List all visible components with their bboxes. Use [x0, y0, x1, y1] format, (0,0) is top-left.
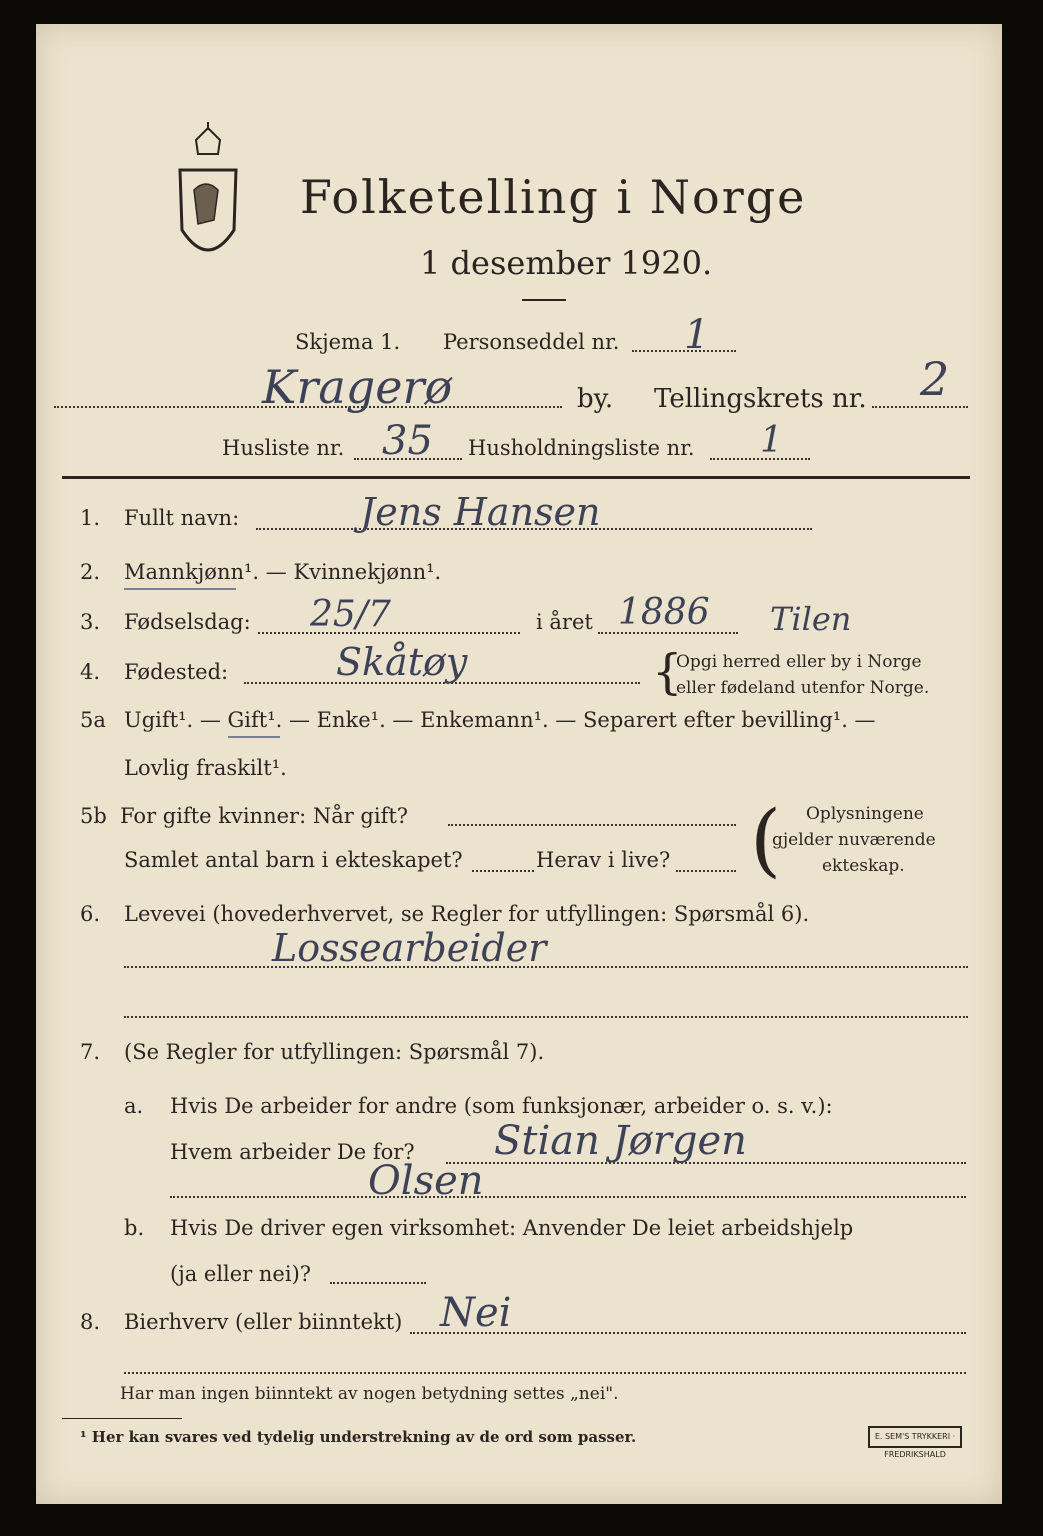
occupation-field-2[interactable]: [124, 1016, 968, 1018]
birthplace-brace: {: [652, 644, 683, 700]
q7a-letter: a.: [124, 1094, 144, 1118]
q5b-number: 5b: [80, 804, 107, 828]
year-label: i året: [536, 610, 593, 634]
q5a-number: 5a: [80, 708, 106, 732]
header-divider: [62, 476, 970, 479]
by-label: by.: [577, 384, 614, 414]
footnote: ¹ Her kan svares ved tydelig understrekning av de ord som passer.: [80, 1428, 637, 1446]
gender-options[interactable]: Mannkjønn¹. — Kvinnekjønn¹.: [124, 560, 442, 584]
birthplace-note-1: Opgi herred eller by i Norge: [676, 652, 922, 672]
birthday-value: 25/7: [310, 594, 391, 635]
side-income-note: Har man ingen biinntekt av nogen betydning settes „nei".: [120, 1384, 619, 1404]
children-total-label: Samlet antal barn i ekteskapet?: [124, 848, 463, 872]
hired-help-label: (ja eller nei)?: [170, 1262, 312, 1286]
q6-number: 6.: [80, 902, 101, 926]
employer-label: Hvem arbeider De for?: [170, 1140, 415, 1164]
marriage-note-1: Oplysningene: [806, 804, 924, 824]
employer-field-2[interactable]: [170, 1196, 966, 1198]
tellingskrets-value: 2: [920, 352, 950, 406]
tellingskrets-field[interactable]: [872, 406, 968, 408]
q7b-letter: b.: [124, 1216, 145, 1240]
q4-number: 4.: [80, 660, 101, 684]
side-income-field-2[interactable]: [124, 1372, 966, 1374]
employer-value-2: Olsen: [368, 1158, 484, 1204]
schema-label: Skjema 1.: [295, 330, 401, 354]
husliste-label: Husliste nr.: [222, 436, 345, 460]
birth-extra-note: Tilen: [770, 600, 852, 638]
gender-selection-mark: [124, 588, 236, 590]
q3-number: 3.: [80, 610, 101, 634]
husholdning-label: Husholdningsliste nr.: [468, 436, 695, 460]
children-alive-label: Herav i live?: [536, 848, 671, 872]
husholdning-value: 1: [760, 420, 783, 461]
q7-number: 7.: [80, 1040, 101, 1064]
q1-label: Fullt navn:: [124, 506, 240, 530]
q1-number: 1.: [80, 506, 101, 530]
children-total-field[interactable]: [472, 870, 534, 872]
census-date: 1 desember 1920.: [420, 244, 713, 282]
footnote-rule: [62, 1418, 182, 1419]
tellingskrets-label: Tellingskrets nr.: [654, 384, 867, 414]
children-alive-field[interactable]: [676, 870, 736, 872]
personseddel-label: Personseddel nr.: [443, 330, 620, 354]
title-rule: [522, 299, 566, 301]
q8-number: 8.: [80, 1310, 101, 1334]
q6-label: Levevei (hovederhvervet, se Regler for utfyllingen: Spørsmål 6).: [124, 902, 810, 926]
q8-label: Bierhverv (eller biinntekt): [124, 1310, 403, 1334]
q4-label: Fødested:: [124, 660, 229, 684]
marital-status-options[interactable]: Ugift¹. — Gift¹. — Enke¹. — Enkemann¹. — Separert efter bevilling¹. —: [124, 708, 876, 732]
birthplace-note-2: eller fødeland utenfor Norge.: [676, 678, 930, 698]
married-when-field[interactable]: [448, 824, 736, 826]
marriage-note-brace: (: [750, 793, 782, 886]
q2-number: 2.: [80, 560, 101, 584]
occupation-value: Lossearbeider: [272, 926, 547, 970]
marital-status-option-divorced[interactable]: Lovlig fraskilt¹.: [124, 756, 287, 780]
hired-help-field[interactable]: [330, 1282, 426, 1284]
q3-label: Fødselsdag:: [124, 610, 251, 634]
marriage-note-2: gjelder nuværende: [772, 830, 936, 850]
form-title: Folketelling i Norge: [300, 170, 807, 224]
q7-label: (Se Regler for utfyllingen: Spørsmål 7).: [124, 1040, 545, 1064]
marriage-note-3: ekteskap.: [822, 856, 905, 876]
printer-stamp: E. SEM'S TRYKKERI · FREDRIKSHALD: [868, 1426, 962, 1448]
employer-value-1: Stian Jørgen: [494, 1118, 747, 1164]
q7a-label: Hvis De arbeider for andre (som funksjonær, arbeider o. s. v.):: [170, 1094, 833, 1118]
q7b-label: Hvis De driver egen virksomhet: Anvender De leiet arbeidshjelp: [170, 1216, 854, 1240]
married-when-label: For gifte kvinner: Når gift?: [120, 804, 409, 828]
side-income-value: Nei: [440, 1290, 512, 1336]
full-name-value: Jens Hansen: [360, 490, 601, 534]
personseddel-value: 1: [684, 312, 710, 358]
husliste-value: 35: [382, 418, 433, 464]
marital-selection-mark: [228, 736, 280, 738]
birth-year-value: 1886: [618, 592, 710, 633]
coat-of-arms-icon: [178, 120, 238, 280]
birthplace-value: Skåtøy: [336, 640, 468, 684]
town-value: Kragerø: [262, 360, 453, 414]
